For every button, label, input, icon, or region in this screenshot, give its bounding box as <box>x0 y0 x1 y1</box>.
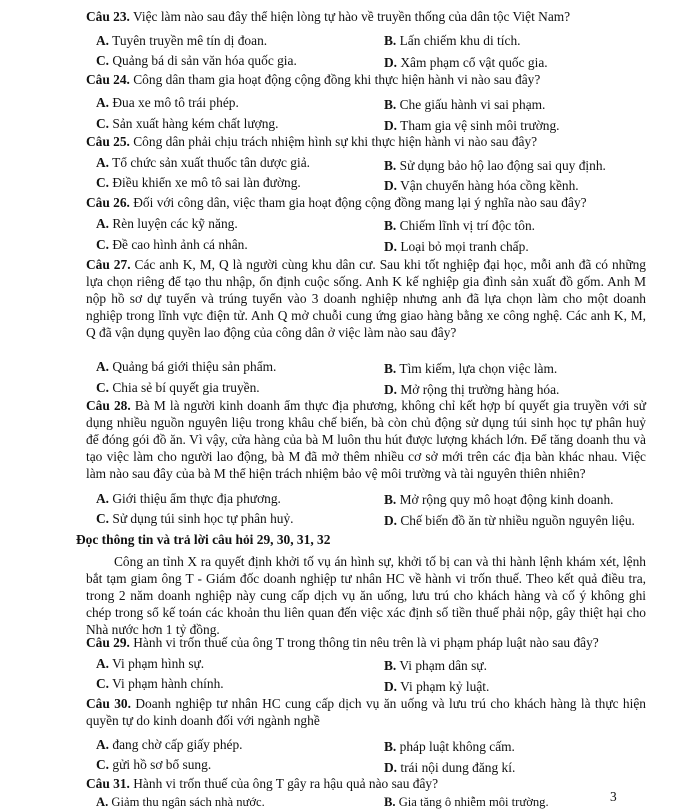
question-text: Công dân phải chịu trách nhiệm hình sự khi thực hiện hành vi nào sau đây? <box>129 134 538 149</box>
question-24-stem <box>86 71 646 88</box>
option-29-b <box>384 657 487 674</box>
question-number: Câu 30. <box>86 696 131 711</box>
option-text: Chiếm lĩnh vị trí độc tôn. <box>396 218 536 233</box>
option-letter: D. <box>384 679 398 694</box>
option-letter: B. <box>384 492 397 507</box>
option-letter: C. <box>96 511 110 526</box>
question-text: Hành vi trốn thuế của ông T trong thông tin nêu trên là vi phạm pháp luật nào sau đây? <box>129 635 599 650</box>
question-number: Câu 25. <box>86 134 130 149</box>
option-25-a <box>96 154 310 171</box>
option-text: Mở rộng quy mô hoạt động kinh doanh. <box>396 492 614 507</box>
question-text: Đối với công dân, việc tham gia hoạt động cộng đồng mang lại ý nghĩa nào sau đây? <box>129 195 587 210</box>
option-letter: A. <box>96 795 109 809</box>
question-number: Câu 24. <box>86 72 130 87</box>
option-letter: B. <box>384 361 397 376</box>
option-text: Che giấu hành vi sai phạm. <box>396 97 546 112</box>
option-letter: A. <box>96 359 110 374</box>
option-28-b <box>384 491 614 508</box>
option-text: Vận chuyển hàng hóa cồng kềnh. <box>397 178 579 193</box>
question-number: Câu 23. <box>86 9 130 24</box>
option-text: Đua xe mô tô trái phép. <box>109 95 239 110</box>
option-text: đang chờ cấp giấy phép. <box>109 737 243 752</box>
question-29-stem <box>86 634 646 651</box>
option-text: Tham gia vệ sinh môi trường. <box>397 118 560 133</box>
option-letter: C. <box>96 757 110 772</box>
reading-passage: Công an tỉnh X ra quyết định khởi tố vụ án hình sự, khởi tố bị can và thi hành lệnh khám xét, lệnh bắt tạm giam ông T - Giám đốc doanh nghiệp tư nhân HC về hành vi trốn thuế. Theo kết quả điều tra, trong 2 năm doanh nghiệp này cung cấp dịch vụ ăn uống, lưu trú cho khách hàng và cố ý không ghi chép trong sổ kế toán các khoản thu liên quan đến việc xác định số tiền thuế phải nộp, gây thiệt hại cho Nhà nước hơn 1 tỷ đồng. <box>86 554 646 637</box>
option-26-b <box>384 217 535 234</box>
option-letter: D. <box>384 239 398 254</box>
option-30-b <box>384 738 515 755</box>
option-text: Giới thiệu ẩm thực địa phương. <box>109 491 281 506</box>
option-23-d <box>384 54 548 71</box>
option-letter: A. <box>96 33 110 48</box>
option-text: Sử dụng túi sinh học tự phân huỷ. <box>109 511 294 526</box>
page-number: 3 <box>610 789 617 804</box>
option-25-c <box>96 174 301 191</box>
option-31-b <box>384 794 549 811</box>
option-text: Mở rộng thị trường hàng hóa. <box>397 382 560 397</box>
option-letter: B. <box>384 33 397 48</box>
question-number: Câu 27. <box>86 257 131 272</box>
option-23-b <box>384 32 521 49</box>
option-text: Sản xuất hàng kém chất lượng. <box>109 116 279 131</box>
option-text: Vi phạm hành chính. <box>109 676 224 691</box>
option-letter: B. <box>384 97 397 112</box>
option-letter: D. <box>384 513 398 528</box>
option-letter: A. <box>96 656 110 671</box>
question-number: Câu 28. <box>86 398 131 413</box>
option-28-c <box>96 510 294 527</box>
option-letter: A. <box>96 95 110 110</box>
option-text: Gia tăng ô nhiễm môi trường. <box>395 795 549 809</box>
option-text: Đề cao hình ảnh cá nhân. <box>109 237 248 252</box>
option-text: Giảm thu ngân sách nhà nước. <box>108 795 265 809</box>
option-text: Điều khiển xe mô tô sai làn đường. <box>109 175 301 190</box>
option-letter: B. <box>384 739 397 754</box>
option-text: Vi phạm hình sự. <box>109 656 205 671</box>
option-28-d <box>384 512 635 529</box>
option-29-a <box>96 655 204 672</box>
option-23-a <box>96 32 267 49</box>
question-27-stem <box>86 256 646 341</box>
option-27-d <box>384 381 559 398</box>
option-27-c <box>96 379 260 396</box>
question-25-stem <box>86 133 646 150</box>
option-text: Tuyên truyền mê tín dị đoan. <box>109 33 268 48</box>
option-letter: C. <box>96 175 110 190</box>
option-text: Tìm kiếm, lựa chọn việc làm. <box>396 361 558 376</box>
option-letter: D. <box>384 382 398 397</box>
option-letter: B. <box>384 795 396 809</box>
option-31-a <box>96 794 265 811</box>
option-25-b <box>384 157 606 174</box>
option-26-a <box>96 215 238 232</box>
option-text: trái nội dung đăng kí. <box>397 760 516 775</box>
option-text: Quảng bá giới thiệu sản phẩm. <box>109 359 277 374</box>
option-30-a <box>96 736 243 753</box>
question-23-stem <box>86 8 646 25</box>
question-text: Các anh K, M, Q là người cùng khu dân cư. Sau khi tốt nghiệp đại học, mỗi anh đã có những lựa chọn riêng để tạo thu nhập, ổn định cuộc sống. Anh K kế nghiệp gia đình sản xuất đồ gốm. Anh M nộp hồ sơ dự tuyển và trúng tuyển vào 3 doanh nghiệp nhưng anh đã lựa chọn làm cho một doanh nghiệp trong lĩnh vực điện tử. Anh Q mở chuỗi cung ứng giao hàng bằng xe công nghệ. Các anh K, M, Q đã vận dụng quyền lao động của công dân ở việc làm nào sau đây? <box>86 257 647 340</box>
question-number: Câu 26. <box>86 195 130 210</box>
question-text: Hành vi trốn thuế của ông T gây ra hậu quả nào sau đây? <box>129 776 439 791</box>
question-text: Doanh nghiệp tư nhân HC cung cấp dịch vụ ăn uống và lưu trú cho khách hàng là thực hiện quyền tự do kinh doanh đối với ngành nghề <box>86 696 646 728</box>
option-letter: D. <box>384 118 398 133</box>
option-letter: B. <box>384 658 397 673</box>
option-text: Vi phạm dân sự. <box>396 658 487 673</box>
question-number: Câu 29. <box>86 635 130 650</box>
option-text: pháp luật không cấm. <box>396 739 515 754</box>
option-30-d <box>384 759 515 776</box>
option-letter: D. <box>384 55 398 70</box>
option-letter: A. <box>96 491 110 506</box>
option-29-d <box>384 678 489 695</box>
option-text: Rèn luyện các kỹ năng. <box>109 216 238 231</box>
question-30-stem <box>86 695 646 729</box>
option-letter: B. <box>384 158 397 173</box>
option-text: Chia sẻ bí quyết gia truyền. <box>109 380 260 395</box>
option-29-c <box>96 675 224 692</box>
option-letter: C. <box>96 380 110 395</box>
option-letter: C. <box>96 237 110 252</box>
option-25-d <box>384 177 579 194</box>
option-26-c <box>96 236 248 253</box>
option-text: Sử dụng bảo hộ lao động sai quy định. <box>396 158 606 173</box>
option-text: Vi phạm kỷ luật. <box>397 679 490 694</box>
question-text: Bà M là người kinh doanh ẩm thực địa phương, không chỉ kết hợp bí quyết gia truyền với sử dụng nhiều nguồn nguyên liệu trong khâu chế biến, bà còn chủ động sử dụng túi sinh học tự phân huỷ để đóng gói đồ ăn. Vì vậy, cửa hàng của bà M luôn thu hút được lượng khách lớn. Để tăng doanh thu và tạo việc làm cho người lao động, bà M đã mở thêm nhiều cơ sở mới trên các địa bàn khác nhau. Việc làm nào sau đây của bà M thể hiện trách nhiệm bảo vệ môi trường và tài nguyên thiên nhiên? <box>86 398 646 481</box>
question-28-stem <box>86 397 646 482</box>
option-27-b <box>384 360 557 377</box>
option-letter: C. <box>96 676 110 691</box>
question-text: Việc làm nào sau đây thể hiện lòng tự hào về truyền thống của dân tộc Việt Nam? <box>129 9 571 24</box>
option-text: gửi hồ sơ bổ sung. <box>109 757 212 772</box>
option-letter: A. <box>96 737 110 752</box>
option-text: Tổ chức sản xuất thuốc tân dược giả. <box>109 155 310 170</box>
option-24-a <box>96 94 239 111</box>
section-heading: Đọc thông tin và trả lời câu hỏi 29, 30, 31, 32 <box>76 532 331 547</box>
option-26-d <box>384 238 529 255</box>
option-24-c <box>96 115 278 132</box>
option-text: Lấn chiếm khu di tích. <box>396 33 521 48</box>
option-24-b <box>384 96 545 113</box>
question-number: Câu 31. <box>86 776 130 791</box>
question-text: Công dân tham gia hoạt động cộng đồng khi thực hiện hành vi nào sau đây? <box>129 72 541 87</box>
option-24-d <box>384 117 560 134</box>
option-text: Xâm phạm cổ vật quốc gia. <box>397 55 548 70</box>
option-text: Quảng bá di sản văn hóa quốc gia. <box>109 53 297 68</box>
option-letter: A. <box>96 155 110 170</box>
option-letter: D. <box>384 760 398 775</box>
option-letter: B. <box>384 218 397 233</box>
option-27-a <box>96 358 276 375</box>
option-28-a <box>96 490 281 507</box>
question-31-stem <box>86 775 646 792</box>
option-letter: A. <box>96 216 110 231</box>
question-26-stem <box>86 194 646 211</box>
option-letter: C. <box>96 53 110 68</box>
option-23-c <box>96 52 297 69</box>
option-text: Loại bỏ mọi tranh chấp. <box>397 239 529 254</box>
option-30-c <box>96 756 211 773</box>
option-letter: C. <box>96 116 110 131</box>
option-letter: D. <box>384 178 398 193</box>
option-text: Chế biến đồ ăn từ nhiều nguồn nguyên liệu. <box>397 513 635 528</box>
